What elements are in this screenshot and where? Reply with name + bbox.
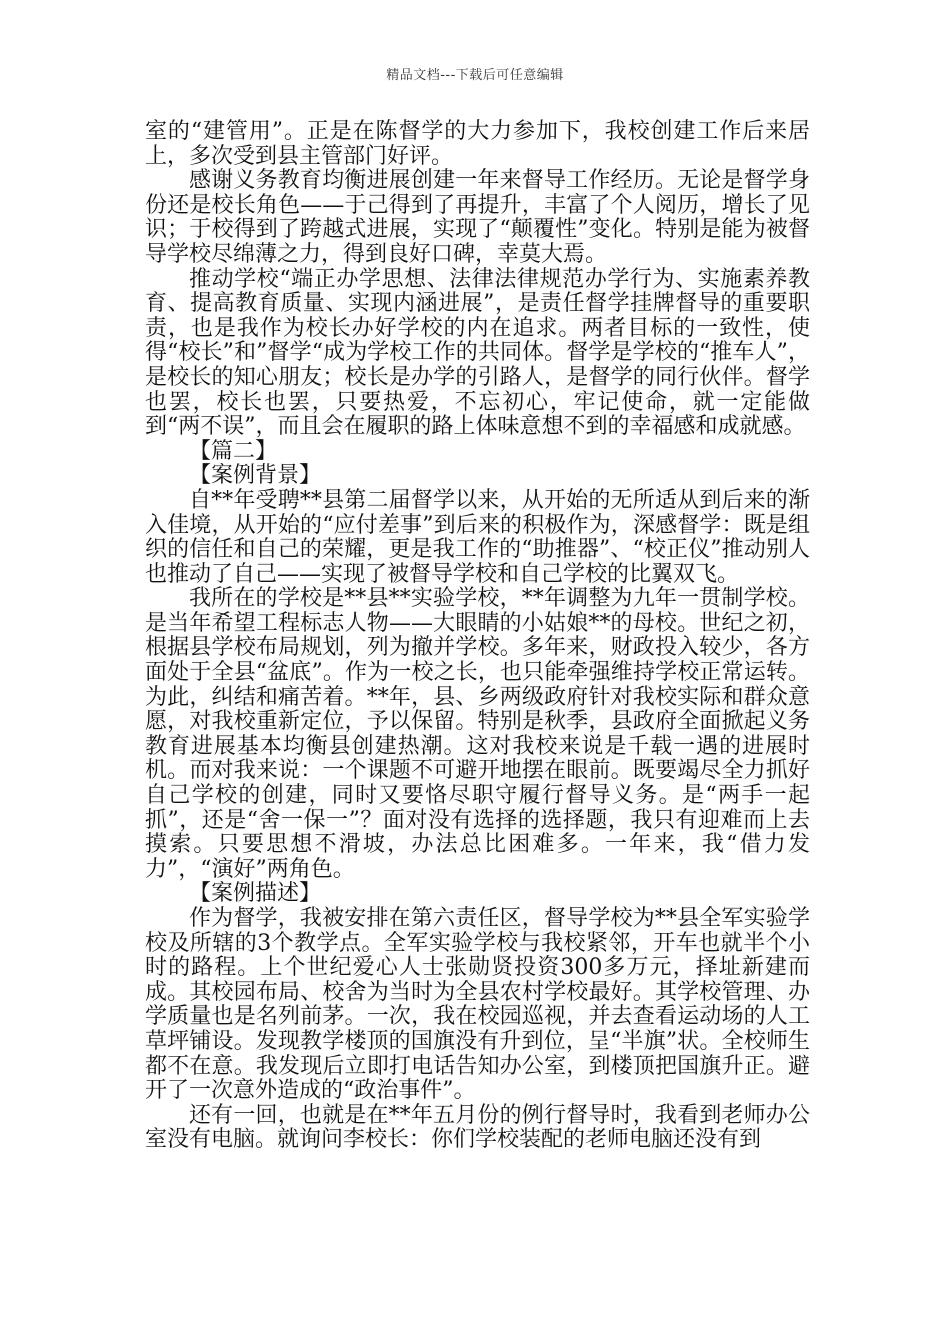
paragraph: 还有一回，也就是在**年五月份的例行督导时，我看到老师办公室没有电脑。就询问李校长：你们学校装配的老师电脑还没有到: [145, 1102, 810, 1153]
page-header: 精品文档---下载后可任意编辑: [386, 68, 564, 83]
paragraph: 感谢义务教育均衡进展创建一年来督导工作经历。无论是督学身份还是校长角色——于己得到了再提升，丰富了个人阅历，增长了见识；于校得到了跨越式进展，实现了“颠覆性”变化。特别是能为被督导学校尽绵薄之力，得到良好口碑，幸莫大焉。: [145, 168, 810, 267]
paragraph: 作为督学，我被安排在第六责任区，督导学校为**县全军实验学校及所辖的3个教学点。全军实验学校与我校紧邻，开车也就半个小时的路程。上个世纪爱心人士张勋贤投资300多万元，择址新建而成。其校园布局、校舍为当时为全县农村学校最好。其学校管理、办学质量也是名列前茅。一次，我在校园巡视，并去查看运动场的人工草坪铺设。发现教学楼顶的国旗没有升到位，呈“半旗”状。全校师生都不在意。我发现后立即打电话告知办公室，到楼顶把国旗升正。避开了一次意外造成的“政治事件”。: [145, 906, 810, 1104]
paragraph-continuation: 室的“建管用”。正是在陈督学的大力参加下，我校创建工作后来居上，多次受到县主管部门好评。: [145, 119, 810, 169]
section-heading-part-two: 【篇二】: [189, 438, 278, 464]
paragraph: 自**年受聘**县第二届督学以来，从开始的无所适从到后来的渐入佳境，从开始的“应付差事”到后来的积极作为，深感督学：既是组织的信任和自己的荣耀，更是我工作的“助推器”、“校正仪”推动别人也推动了自己——实现了被督导学校和自己学校的比翼双飞。: [145, 487, 810, 587]
paragraph: 我所在的学校是**县**实验学校，**年调整为九年一贯制学校。是当年希望工程标志人物——大眼睛的小姑娘**的母校。世纪之初，根据县学校布局规划，列为撤并学校。多年来，财政投入较少，各方面处于全县“盆底”。作为一校之长，也只能牵强维持学校正常运转。为此，纠结和痛苦着。**年，县、乡两级政府针对我校实际和群众意愿，对我校重新定位，予以保留。特别是秋季，县政府全面掀起义务教育进展基本均衡县创建热潮。这对我校来说是千载一遇的进展时机。而对我来说：一个课题不可避开地摆在眼前。既要竭尽全力抓好自己学校的创建，同时又要恪尽职守履行督导义务。是“两手一起抓”，还是“舍一保一”？面对没有选择的选择题，我只有迎难而上去摸索。只要思想不滑坡，办法总比困难多。一年来，我“借力发力”，“演好”两角色。: [145, 586, 810, 882]
section-heading-case-description: 【案例描述】: [189, 881, 322, 907]
paragraph: 推动学校“端正办学思想、法律法律规范办学行为、实施素养教育、提高教育质量、实现内涵进展”，是责任督学挂牌督导的重要职责，也是我作为校长办好学校的内在追求。两者目标的一致性，使得“校长”和”督学“成为学校工作的共同体。督学是学校的“推车人”，是校长的知心朋友；校长是办学的引路人，是督学的同行伙伴。督学也罢，校长也罢，只要热爱，不忘初心，牢记使命，就一定能做到“两不误”，而且会在履职的路上体味意想不到的幸福感和成就感。: [145, 266, 810, 440]
document-body: [145, 120, 810, 1153]
section-heading-case-background: 【案例背景】: [189, 463, 322, 489]
